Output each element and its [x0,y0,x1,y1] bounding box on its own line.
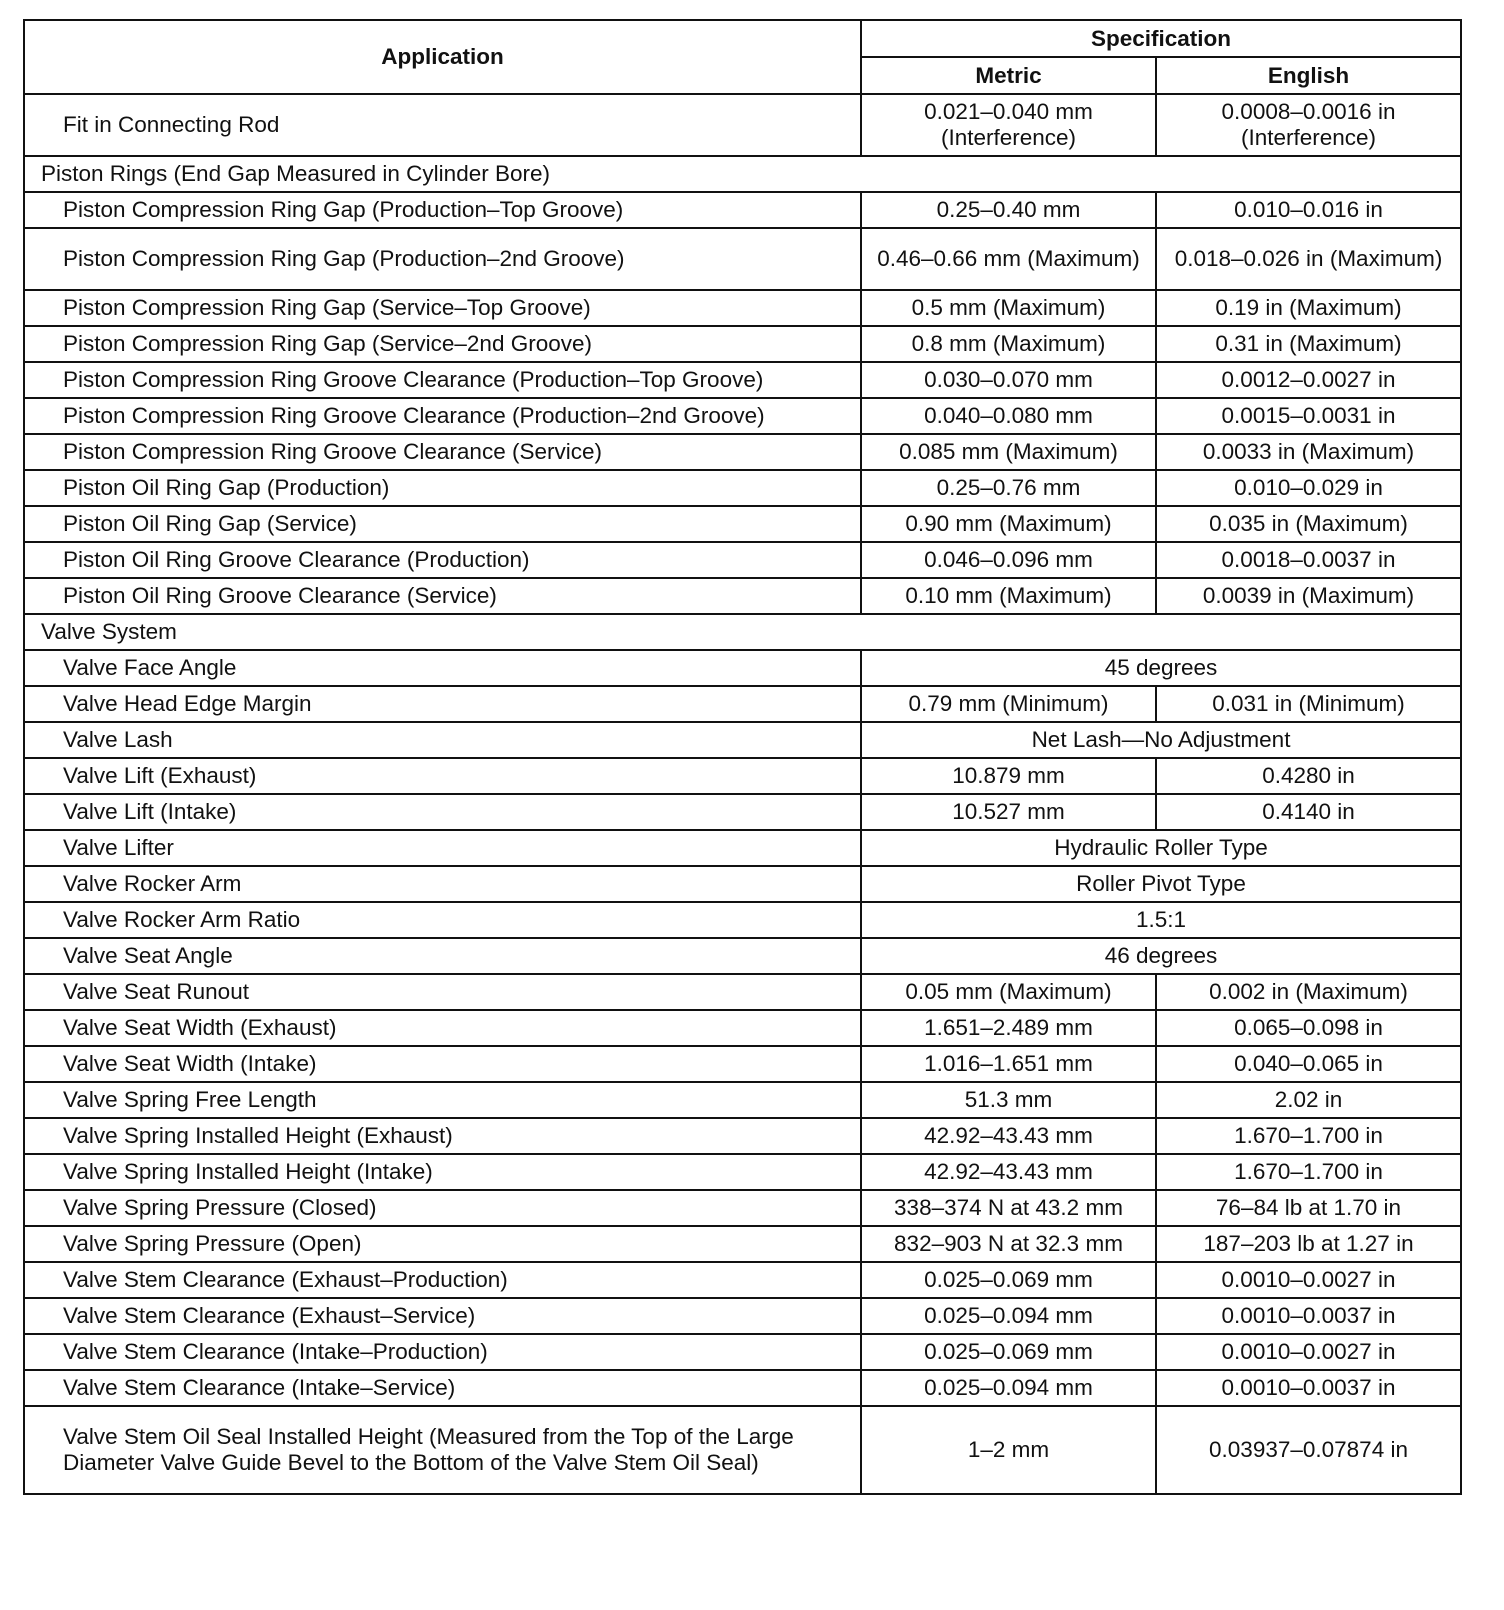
english-cell: 2.02 in [1156,1082,1461,1118]
specification-cell: Hydraulic Roller Type [861,830,1461,866]
table-body [24,94,1461,1494]
table-row [24,290,1461,326]
english-cell: 0.0018–0.0037 in [1156,542,1461,578]
table-row [24,1226,1461,1262]
metric-cell: 0.021–0.040 mm (Interference) [861,94,1156,156]
english-cell: 0.0039 in (Maximum) [1156,578,1461,614]
application-cell: Piston Compression Ring Gap (Service–2nd Groove) [24,326,861,362]
specification-cell: 45 degrees [861,650,1461,686]
metric-cell: 1.651–2.489 mm [861,1010,1156,1046]
english-cell: 0.0010–0.0027 in [1156,1262,1461,1298]
section-heading: Valve System [24,614,1461,650]
application-cell: Valve Stem Clearance (Intake–Production) [24,1334,861,1370]
application-cell: Valve Stem Clearance (Exhaust–Production) [24,1262,861,1298]
application-cell: Valve Lift (Intake) [24,794,861,830]
application-cell: Valve Stem Clearance (Intake–Service) [24,1370,861,1406]
application-cell: Piston Compression Ring Groove Clearance (Production–2nd Groove) [24,398,861,434]
table-row [24,1298,1461,1334]
metric-cell: 0.79 mm (Minimum) [861,686,1156,722]
english-cell: 0.040–0.065 in [1156,1046,1461,1082]
application-cell: Valve Stem Oil Seal Installed Height (Measured from the Top of the Large Diameter Valve Guide Bevel to the Bottom of the Valve Stem Oil Seal) [24,1406,861,1494]
application-cell: Piston Oil Ring Gap (Service) [24,506,861,542]
table-row [24,326,1461,362]
application-cell: Valve Lash [24,722,861,758]
table-row [24,506,1461,542]
application-cell: Valve Spring Installed Height (Exhaust) [24,1118,861,1154]
application-cell: Valve Stem Clearance (Exhaust–Service) [24,1298,861,1334]
metric-cell: 0.030–0.070 mm [861,362,1156,398]
english-cell: 1.670–1.700 in [1156,1154,1461,1190]
english-cell: 0.010–0.016 in [1156,192,1461,228]
metric-cell: 42.92–43.43 mm [861,1154,1156,1190]
metric-cell: 0.040–0.080 mm [861,398,1156,434]
table-row [24,938,1461,974]
application-cell: Valve Lifter [24,830,861,866]
specification-cell: Net Lash—No Adjustment [861,722,1461,758]
metric-cell: 338–374 N at 43.2 mm [861,1190,1156,1226]
table-row [24,758,1461,794]
application-cell: Valve Face Angle [24,650,861,686]
metric-cell: 10.879 mm [861,758,1156,794]
table-row [24,398,1461,434]
english-cell: 187–203 lb at 1.27 in [1156,1226,1461,1262]
english-cell: 0.0012–0.0027 in [1156,362,1461,398]
metric-cell: 0.8 mm (Maximum) [861,326,1156,362]
table-row [24,974,1461,1010]
table-row [24,1046,1461,1082]
english-cell: 0.19 in (Maximum) [1156,290,1461,326]
metric-cell: 0.025–0.069 mm [861,1262,1156,1298]
english-cell: 0.4280 in [1156,758,1461,794]
application-cell: Piston Oil Ring Groove Clearance (Service) [24,578,861,614]
metric-cell: 0.5 mm (Maximum) [861,290,1156,326]
metric-cell: 0.25–0.40 mm [861,192,1156,228]
section-heading: Piston Rings (End Gap Measured in Cylinder Bore) [24,156,1461,192]
table-row [24,470,1461,506]
section-row [24,156,1461,192]
metric-cell: 1–2 mm [861,1406,1156,1494]
metric-cell: 51.3 mm [861,1082,1156,1118]
table-row [24,1154,1461,1190]
application-cell: Valve Seat Width (Intake) [24,1046,861,1082]
specification-cell: Roller Pivot Type [861,866,1461,902]
english-cell: 0.03937–0.07874 in [1156,1406,1461,1494]
application-cell: Valve Rocker Arm Ratio [24,902,861,938]
metric-cell: 42.92–43.43 mm [861,1118,1156,1154]
metric-cell: 832–903 N at 32.3 mm [861,1226,1156,1262]
application-cell: Piston Oil Ring Groove Clearance (Production) [24,542,861,578]
application-cell: Valve Seat Angle [24,938,861,974]
application-cell: Piston Compression Ring Gap (Production–2nd Groove) [24,228,861,290]
table-row [24,192,1461,228]
english-cell: 0.0010–0.0027 in [1156,1334,1461,1370]
table-row [24,578,1461,614]
application-cell: Valve Rocker Arm [24,866,861,902]
english-cell: 0.0010–0.0037 in [1156,1370,1461,1406]
application-cell: Valve Head Edge Margin [24,686,861,722]
english-cell: 0.4140 in [1156,794,1461,830]
english-cell: 0.31 in (Maximum) [1156,326,1461,362]
english-cell: 76–84 lb at 1.70 in [1156,1190,1461,1226]
metric-cell: 0.46–0.66 mm (Maximum) [861,228,1156,290]
table-row [24,902,1461,938]
table-row [24,650,1461,686]
metric-cell: 0.025–0.094 mm [861,1298,1156,1334]
english-header: English [1156,57,1461,94]
metric-cell: 0.046–0.096 mm [861,542,1156,578]
english-cell: 0.031 in (Minimum) [1156,686,1461,722]
english-cell: 0.0008–0.0016 in (Interference) [1156,94,1461,156]
english-cell: 0.035 in (Maximum) [1156,506,1461,542]
application-cell: Piston Compression Ring Groove Clearance (Production–Top Groove) [24,362,861,398]
metric-cell: 0.025–0.069 mm [861,1334,1156,1370]
application-cell: Valve Spring Pressure (Closed) [24,1190,861,1226]
table-row [24,1406,1461,1494]
application-cell: Fit in Connecting Rod [24,94,861,156]
metric-cell: 0.25–0.76 mm [861,470,1156,506]
english-cell: 0.065–0.098 in [1156,1010,1461,1046]
table-row [24,434,1461,470]
table-row [24,94,1461,156]
table-row [24,228,1461,290]
application-cell: Piston Compression Ring Gap (Service–Top Groove) [24,290,861,326]
table-row [24,1190,1461,1226]
application-cell: Valve Seat Width (Exhaust) [24,1010,861,1046]
application-header: Application [24,20,861,94]
english-cell: 0.010–0.029 in [1156,470,1461,506]
metric-cell: 1.016–1.651 mm [861,1046,1156,1082]
metric-cell: 10.527 mm [861,794,1156,830]
english-cell: 0.002 in (Maximum) [1156,974,1461,1010]
application-cell: Valve Spring Free Length [24,1082,861,1118]
application-cell: Valve Spring Installed Height (Intake) [24,1154,861,1190]
metric-header: Metric [861,57,1156,94]
table-row [24,1262,1461,1298]
english-cell: 0.018–0.026 in (Maximum) [1156,228,1461,290]
table-row [24,1082,1461,1118]
table-row [24,1118,1461,1154]
application-cell: Piston Compression Ring Gap (Production–Top Groove) [24,192,861,228]
table-row [24,866,1461,902]
table-row [24,686,1461,722]
specification-cell: 46 degrees [861,938,1461,974]
metric-cell: 0.05 mm (Maximum) [861,974,1156,1010]
application-cell: Valve Lift (Exhaust) [24,758,861,794]
english-cell: 0.0015–0.0031 in [1156,398,1461,434]
table-row [24,1010,1461,1046]
table-row [24,362,1461,398]
english-cell: 0.0010–0.0037 in [1156,1298,1461,1334]
metric-cell: 0.085 mm (Maximum) [861,434,1156,470]
section-row [24,614,1461,650]
table-row [24,1334,1461,1370]
application-cell: Valve Seat Runout [24,974,861,1010]
table-row [24,794,1461,830]
application-cell: Valve Spring Pressure (Open) [24,1226,861,1262]
table-row [24,1370,1461,1406]
english-cell: 0.0033 in (Maximum) [1156,434,1461,470]
specification-cell: 1.5:1 [861,902,1461,938]
table-row [24,542,1461,578]
application-cell: Piston Oil Ring Gap (Production) [24,470,861,506]
table-row [24,722,1461,758]
header-row [24,20,1461,57]
metric-cell: 0.025–0.094 mm [861,1370,1156,1406]
specification-header: Specification [861,20,1461,57]
metric-cell: 0.10 mm (Maximum) [861,578,1156,614]
table-row [24,830,1461,866]
english-cell: 1.670–1.700 in [1156,1118,1461,1154]
application-cell: Piston Compression Ring Groove Clearance (Service) [24,434,861,470]
metric-cell: 0.90 mm (Maximum) [861,506,1156,542]
specification-table [23,19,1462,1495]
